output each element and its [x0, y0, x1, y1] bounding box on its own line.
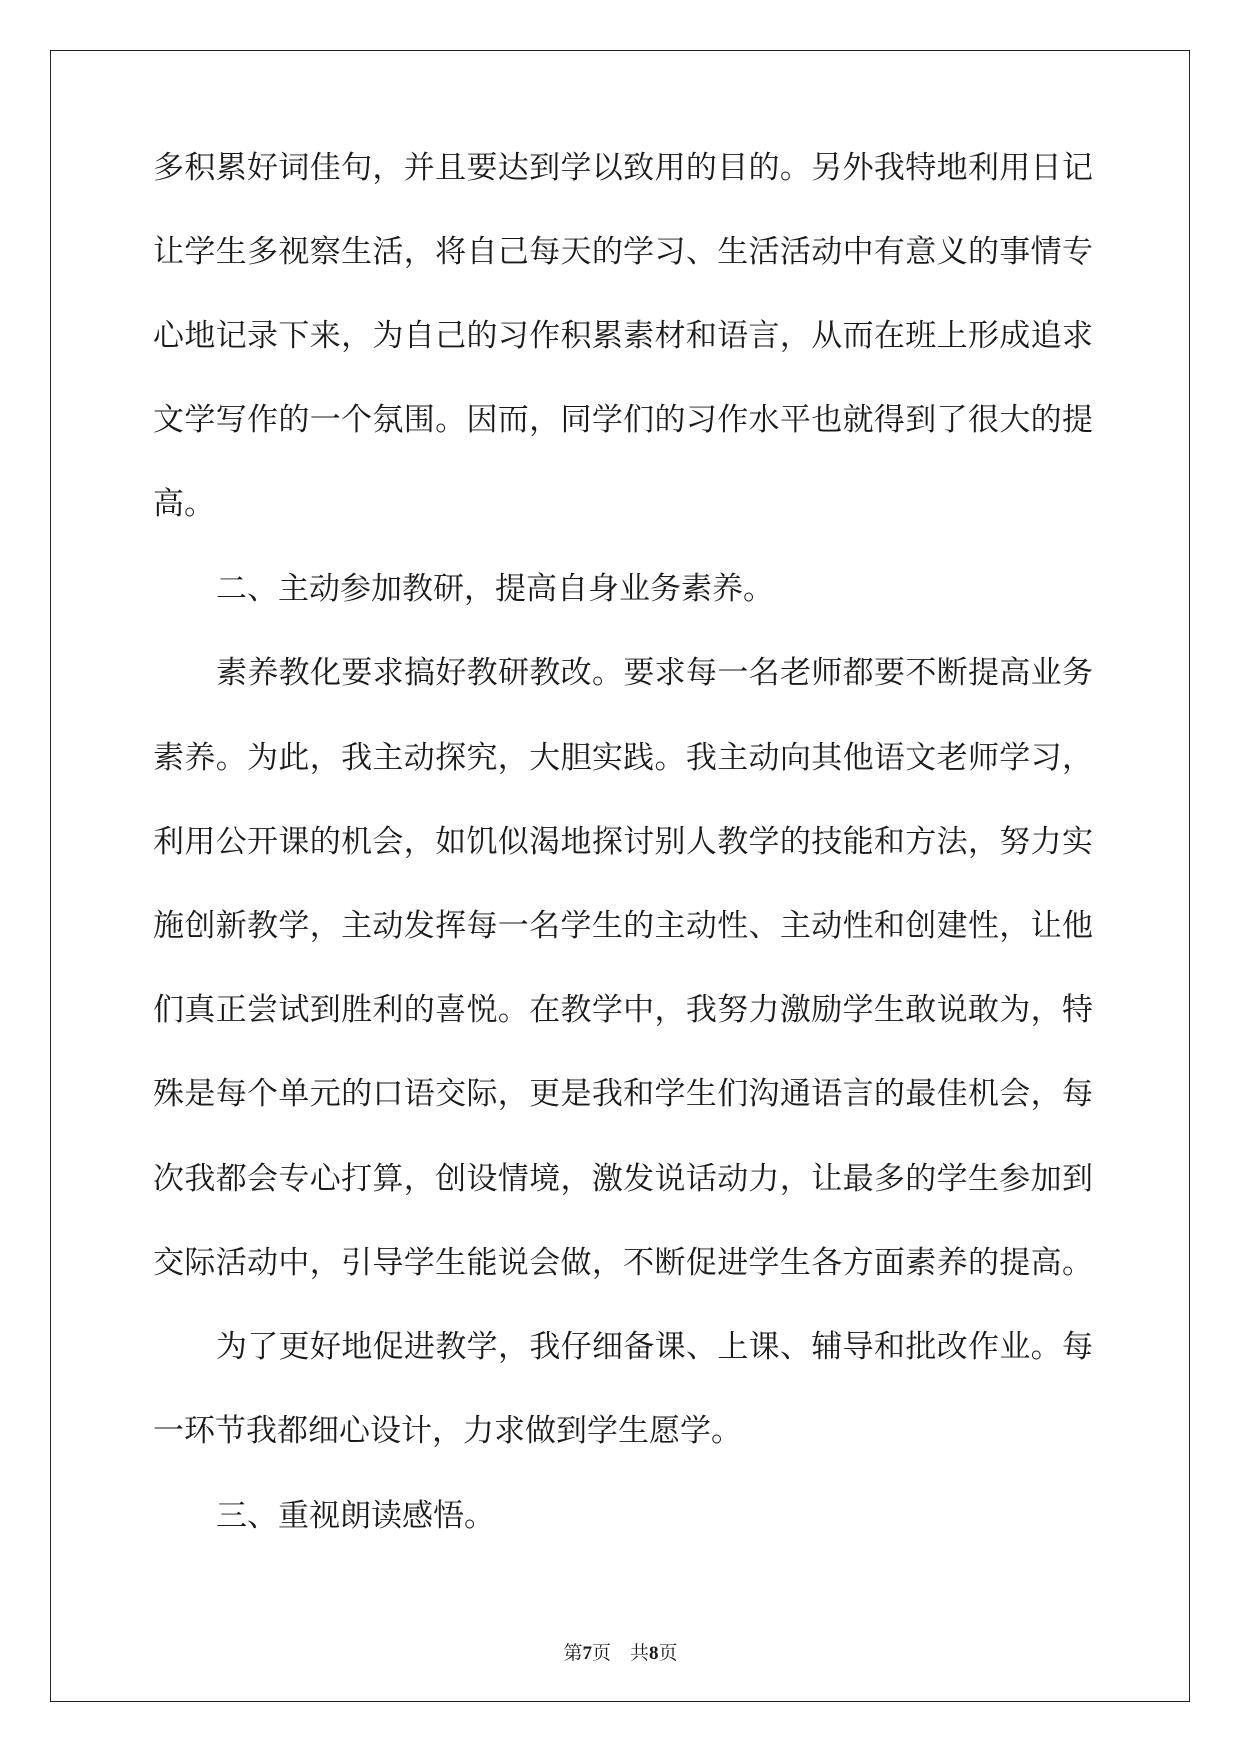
paragraph-line: 为了更好地促进教学，我仔细备课、上课、辅导和批改作业。每: [216, 1329, 1093, 1365]
current-page-number: 7: [582, 1643, 592, 1664]
paragraph-line: 多积累好词佳句，并且要达到学以致用的目的。另外我特地利用日记: [153, 150, 1093, 186]
paragraph-line: 们真正尝试到胜利的喜悦。在教学中，我努力激励学生敢说敢为，特: [153, 992, 1093, 1028]
total-pages-number: 8: [649, 1643, 659, 1664]
paragraph-line: 高。: [153, 486, 215, 522]
paragraph-line: 一环节我都细心设计，力求做到学生愿学。: [153, 1413, 742, 1449]
paragraph-line: 心地记录下来，为自己的习作积累素材和语言，从而在班上形成追求: [153, 318, 1093, 354]
paragraph-line: 施创新教学，主动发挥每一名学生的主动性、主动性和创建性，让他: [153, 908, 1093, 944]
footer-suffix: 页: [658, 1642, 678, 1664]
footer-prefix: 第: [563, 1642, 583, 1664]
page-border: [50, 50, 1190, 1702]
paragraph-line: 让学生多视察生活，将自己每天的学习、生活活动中有意义的事情专: [153, 234, 1093, 270]
paragraph-line: 利用公开课的机会，如饥似渴地探讨别人教学的技能和方法，努力实: [153, 824, 1093, 860]
section-heading: 三、重视朗读感悟。: [216, 1498, 495, 1534]
paragraph-line: 文学写作的一个氛围。因而，同学们的习作水平也就得到了很大的提: [153, 402, 1093, 438]
paragraph-line: 素养教化要求搞好教研教改。要求每一名老师都要不断提高业务: [216, 655, 1093, 691]
page-footer: [0, 1641, 1241, 1666]
footer-middle: 页 共: [591, 1642, 649, 1664]
paragraph-line: 素养。为此，我主动探究，大胆实践。我主动向其他语文老师学习，: [153, 740, 1093, 776]
paragraph-line: 殊是每个单元的口语交际，更是我和学生们沟通语言的最佳机会，每: [153, 1076, 1093, 1112]
section-heading: 二、主动参加教研，提高自身业务素养。: [216, 571, 774, 607]
paragraph-line: 次我都会专心打算，创设情境，激发说话动力，让最多的学生参加到: [153, 1161, 1093, 1197]
paragraph-line: 交际活动中，引导学生能说会做，不断促进学生各方面素养的提高。: [153, 1245, 1093, 1281]
